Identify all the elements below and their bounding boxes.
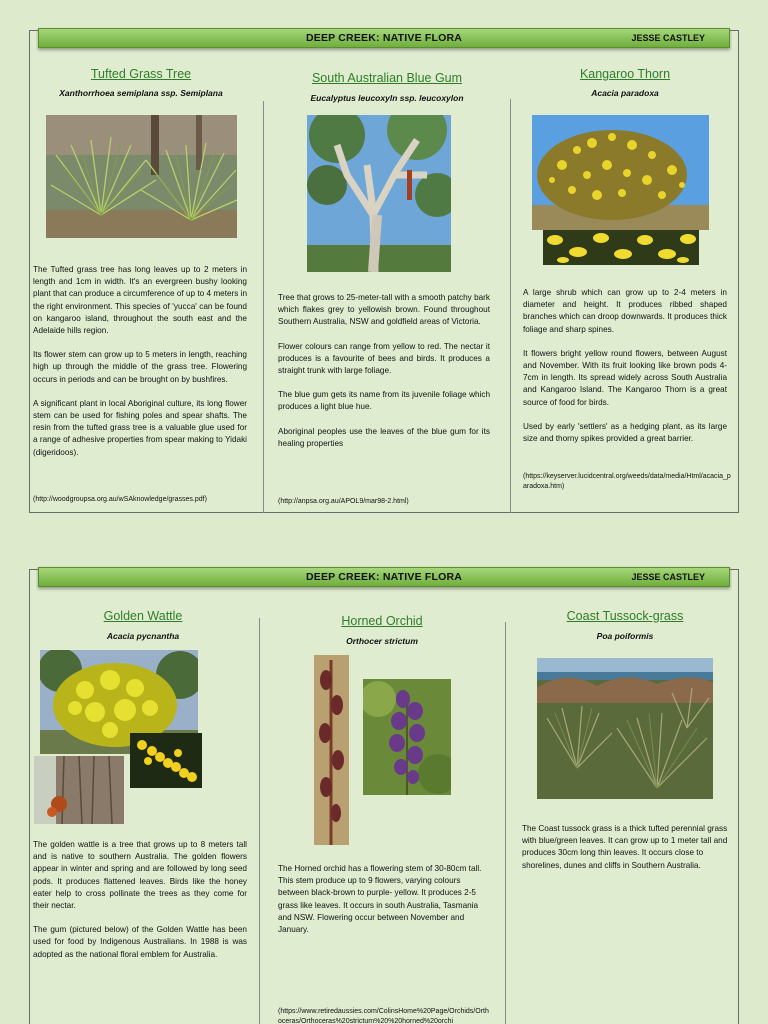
plant-scientific-name: Orthocer strictum [346, 636, 418, 646]
plant-scientific-name: Poa poiformis [596, 631, 654, 641]
header-title: DEEP CREEK: NATIVE FLORA [305, 32, 463, 44]
header-banner [38, 567, 730, 587]
column-divider [259, 618, 260, 1024]
horned-orchid-flowers-photo [363, 679, 451, 795]
description-paragraph: A large shrub which can grow up to 2-4 meters in diameter and height. It produces ribbed shaped branches which can droop downwards. It produces thick foliage and sharp spines. [523, 288, 727, 334]
plant-title: Kangaroo Thorn [579, 67, 671, 81]
flora-page-2 [29, 569, 739, 1024]
reference-link[interactable]: (http://woodgroupsa.org.au/wSAknowledge/grasses.pdf) [33, 496, 207, 503]
description-paragraph: Its flower stem can grow up to 5 meters in length, reaching high up through the middle of the grass tree. Flowering occurs in periods and can be brought on by bushfires. [33, 350, 247, 384]
golden-wattle-flowers-photo [130, 733, 202, 788]
description-paragraph: A significant plant in local Aboriginal culture, its long flower stem can be used for fishing poles and spear shafts. The resin from the tufted grass tree is a valuable glue used for a range of adhesive properties from spear making to Yidaki (digeridoos). [33, 398, 247, 457]
header-author: JESSE CASTLEY [631, 572, 705, 582]
plant-title: South Australian Blue Gum [311, 71, 463, 85]
plant-description [278, 292, 490, 462]
column-divider [263, 101, 264, 513]
column-divider [505, 622, 506, 1024]
description-paragraph: The blue gum gets its name from its juvenile foliage which produces a light blue hue. [278, 390, 490, 412]
plant-title: Golden Wattle [103, 609, 183, 623]
tufted-grass-tree-photo [46, 115, 237, 238]
plant-description [33, 264, 247, 471]
golden-wattle-gum-photo [34, 756, 124, 824]
reference-link[interactable]: (https://www.retiredaussies.com/ColinsHome%20Page/Orchids/Orthoceras/Orthoceras%20strictum%20%20horned%20orchi [278, 1008, 489, 1024]
plant-description [523, 287, 727, 457]
header-banner [38, 28, 730, 48]
description-paragraph: The gum (pictured below) of the Golden Wattle has been used for food by Indigenous Australians. In 1988 is was adopted as the national floral emblem for Australia. [33, 925, 247, 959]
plant-title: Tufted Grass Tree [90, 67, 192, 81]
coast-tussock-grass-photo [537, 658, 713, 799]
description-paragraph: Used by early 'settlers' as a hedging plant, as its large size and thorny spikes provided a great barrier. [523, 421, 727, 444]
blue-gum-photo [307, 115, 451, 272]
plant-title: Horned Orchid [341, 614, 423, 628]
description-paragraph: The Horned orchid has a flowering stem of 30-80cm tall. This stem produce up to 9 flowers, varying colours between black-brown to purple- yellow. It produces 2-5 grass like leaves. It occurs in south Australia, Tasmania and NSW. Flowering occur between November and January. [278, 864, 482, 935]
plant-description [522, 823, 732, 884]
description-paragraph: Tree that grows to 25-meter-tall with a smooth patchy bark which flakes grey to yellowish brown. Found throughout Southern Australia, NSW and goldfield areas of Victoria. [278, 293, 490, 327]
plant-scientific-name: Acacia paradoxa [591, 88, 659, 98]
header-title: DEEP CREEK: NATIVE FLORA [305, 571, 463, 583]
description-paragraph: The Coast tussock grass is a thick tufted perennial grass with blue/green leaves. It can grow up to 1 meter tall and produces 30cm long thin leaves. It occurs close to shorelines, dunes and cliffs in Southern Australia. [522, 824, 728, 870]
kangaroo-thorn-photo [532, 115, 709, 230]
column-divider [510, 99, 511, 513]
reference-link[interactable]: (https://keyserver.lucidcentral.org/weeds/data/media/Html/acacia_paradoxa.htm) [523, 473, 731, 490]
header-author: JESSE CASTLEY [631, 33, 705, 43]
plant-scientific-name: Eucalyptus leucoxyln ssp. leucoxylon [310, 93, 464, 103]
plant-scientific-name: Xanthorrhoea semiplana ssp. Semiplana [59, 88, 223, 98]
description-paragraph: The Tufted grass tree has long leaves up to 2 meters in length and 1cm in width. It's an evergreen bushy looking plant that can produce a circumference of up to 4 meters in the right environment. This species of 'yucca' can be found on kangaroo island, throughout the south east and the Adelaide hills region. [33, 265, 247, 336]
description-paragraph: Aboriginal peoples use the leaves of the blue gum for its healing properties [278, 426, 490, 448]
plant-description [278, 863, 490, 948]
flora-page-1 [29, 30, 739, 513]
plant-description [33, 839, 247, 973]
description-paragraph: It flowers bright yellow round flowers, between August and November. With its fruit looking like brown pods 4-7cm in length. Its spread widely across South Australia and Kangaroo Island. The Kangaroo Thorn is a great source of food for birds. [523, 348, 727, 407]
description-paragraph: The golden wattle is a tree that grows up to 8 meters tall and is native to southern Australia. The golden flowers appear in winter and spring and are followed by long seed pods. It produces flattened leaves. Birds like the honey eater help to cross pollinate the trees as they come for their nectar. [33, 840, 247, 911]
plant-title: Coast Tussock-grass [566, 609, 684, 623]
reference-link[interactable]: (http://anpsa.org.au/APOL9/mar98-2.html) [278, 498, 409, 505]
horned-orchid-stem-photo [314, 655, 349, 845]
description-paragraph: Flower colours can range from yellow to red. The nectar it produces is a favourite of bees and birds. It produces a straight trunk with large foliage. [278, 341, 490, 376]
kangaroo-thorn-flowers-photo [543, 230, 699, 265]
plant-scientific-name: Acacia pycnantha [106, 631, 180, 641]
